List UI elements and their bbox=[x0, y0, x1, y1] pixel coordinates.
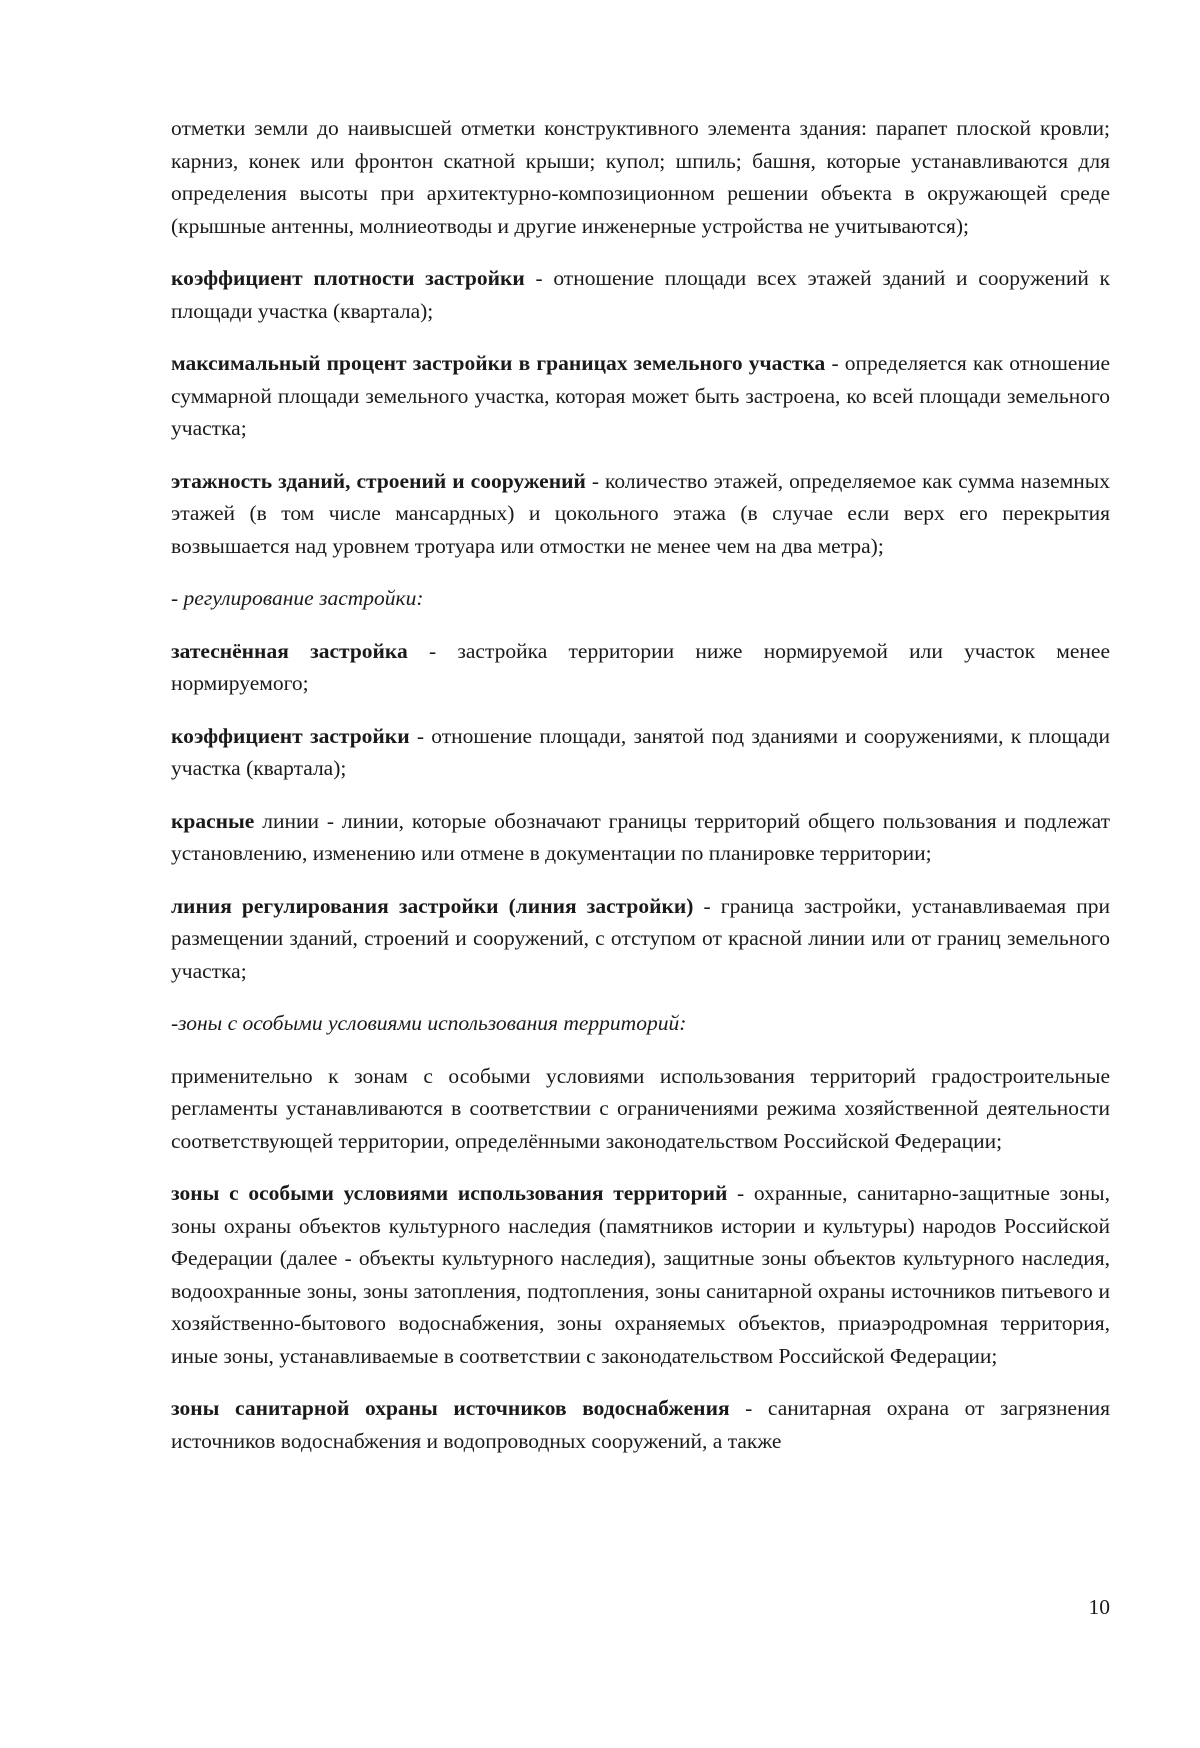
section-heading-special-zones: -зоны с особыми условиями использования территорий: bbox=[171, 1011, 687, 1035]
section-heading-building-regulation: - регулирование застройки: bbox=[171, 586, 424, 610]
definition-text: - охранные, санитарно-защитные зоны, зоны охраны объектов культурного наследия (памятников истории и культуры) народов Российской Федерации (далее - объекты культурного наследия), защитные зоны объектов культурного наследия, водоохранные зоны, зоны затопления, подтопления, зоны санитарной охраны источников питьевого и хозяйственно-бытового водоснабжения, зоны охраняемых объектов, приаэродромная территория, иные зоны, устанавливаемые в соответствии с законодательством Российской Федерации; bbox=[171, 1181, 1111, 1368]
term-building-line: линия регулирования застройки (линия застройки) bbox=[171, 893, 694, 918]
definition-text: линии - линии, которые обозначают границы территорий общего пользования и подлежат установлению, изменению или отмене в документации по планировке территории; bbox=[171, 808, 1110, 865]
paragraph-red-lines bbox=[171, 805, 1110, 870]
term-sanitary-protection-zones: зоны санитарной охраны источников водоснабжения bbox=[171, 1396, 730, 1420]
paragraph-dense-development bbox=[171, 635, 1110, 700]
paragraph-development-coefficient bbox=[171, 720, 1110, 785]
definition-text: - количество этажей, определяемое как сумма наземных этажей (в том числе мансардных) и цокольного этажа (в случае если верх его перекрытия возвышается над уровнем тротуара или отмостки не менее чем на два метра); bbox=[171, 468, 1111, 558]
page-number: 10 bbox=[1088, 1595, 1110, 1619]
term-special-zones: зоны с особыми условиями использования территорий bbox=[171, 1181, 728, 1205]
term-max-building-percentage: максимальный процент застройки в границах земельного участка bbox=[171, 351, 826, 375]
term-building-density-coefficient: коэффициент плотности застройки bbox=[171, 266, 525, 290]
term-red-lines: красные bbox=[171, 808, 255, 833]
paragraph-special-zones-definition bbox=[171, 1177, 1110, 1372]
paragraph-special-zones-regulations bbox=[171, 1060, 1110, 1158]
document-page bbox=[171, 112, 1110, 1477]
definition-text: - санитарная охрана от загрязнения источников водоснабжения и водопроводных сооружений, а также bbox=[171, 1396, 1110, 1453]
term-development-coefficient: коэффициент застройки bbox=[171, 723, 410, 748]
definition-text: - граница застройки, устанавливаемая при размещении зданий, строений и сооружений, с отступом от красной линии или от границ земельного участка; bbox=[171, 893, 1111, 983]
paragraph-text: отметки земли до наивысшей отметки конструктивного элемента здания: парапет плоской кровли; карниз, конек или фронтон скатной крыши; купол; шпиль; башня, которые устанавливаются для определения высоты при архитектурно-композиционном решении объекта в окружающей среде (крышные антенны, молниеотводы и другие инженерные устройства не учитываются); bbox=[171, 116, 1110, 238]
paragraph-sanitary-protection-zones bbox=[171, 1392, 1110, 1457]
paragraph-text: применительно к зонам с особыми условиями использования территорий градостроительные регламенты устанавливаются в соответствии с ограничениями режима хозяйственной деятельности соответствующей территории, определёнными законодательством Российской Федерации; bbox=[171, 1063, 1110, 1153]
definition-text: - отношение площади, занятой под зданиями и сооружениями, к площади участка (квартала); bbox=[171, 723, 1110, 780]
paragraph-height-definition-continued bbox=[171, 112, 1110, 242]
definition-text: - определяется как отношение суммарной площади земельного участка, которая может быть застроена, ко всей площади земельного участка; bbox=[171, 351, 1110, 440]
paragraph-max-building-percentage bbox=[171, 347, 1110, 445]
paragraph-building-density-coefficient bbox=[171, 262, 1110, 327]
paragraph-building-line bbox=[171, 890, 1110, 988]
paragraph-number-of-floors bbox=[171, 465, 1110, 563]
definition-text: - застройка территории ниже нормируемой или участок менее нормируемого; bbox=[171, 638, 1111, 695]
definition-text: - отношение площади всех этажей зданий и сооружений к площади участка (квартала); bbox=[171, 266, 1110, 323]
term-dense-development: затеснённая застройка bbox=[171, 638, 408, 663]
term-number-of-floors: этажность зданий, строений и сооружений bbox=[171, 468, 586, 493]
